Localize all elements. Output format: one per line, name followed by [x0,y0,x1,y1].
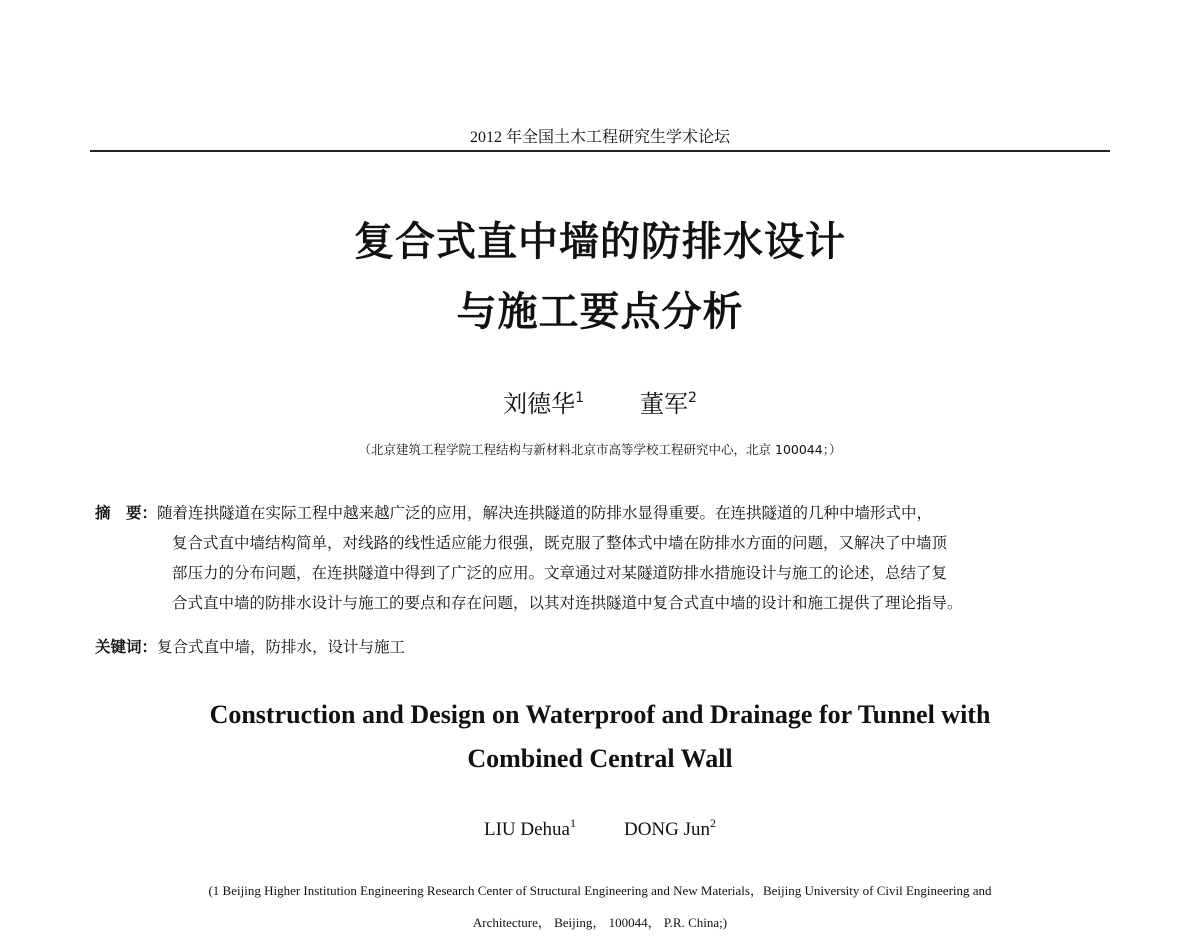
keywords-text: 复合式直中墙，防排水，设计与施工 [157,638,406,656]
chinese-title-line-1: 复合式直中墙的防排水设计 [354,219,846,265]
author-name: LIU Dehua [483,819,570,840]
chinese-title-line-2: 与施工要点分析 [456,289,744,335]
chinese-affiliation: （北京建筑工程学院工程结构与新材料北京市高等学校工程研究中心，北京 100044；） [358,442,842,457]
english-affiliation-line-1: (1 Beijing Higher Institution Engineering Research Center of Structural Engineering and New Materials，Beijing University of Civil Engineering and [208,883,992,898]
chinese-authors [0,384,1200,419]
english-title-line-1: Construction and Design on Waterproof and Drainage for Tunnel with [209,700,991,729]
english-title-line-2: Combined Central Wall [467,744,733,773]
header-rule [90,150,1110,152]
abstract-text: 合式直中墙的防排水设计与施工的要点和存在问题，以其对连拱隧道中复合式直中墙的设计和施工提供了理论指导。 [172,594,963,612]
keywords-line [95,632,1115,662]
author-affiliation-mark: 1 [569,816,576,830]
abstract-label: 摘 要： [95,504,158,522]
author-affiliation-mark: 1 [575,390,584,406]
abstract-text: 部压力的分布问题，在连拱隧道中得到了广泛的应用。文章通过对某隧道防排水措施设计与施工的论述，总结了复 [172,564,948,582]
author-affiliation-mark: 2 [710,816,717,830]
abstract-text: 随着连拱隧道在实际工程中越来越广泛的应用，解决连拱隧道的防排水显得重要。在连拱隧道的几种中墙形式中， [157,504,933,522]
abstract-text: 复合式直中墙结构简单，对线路的线性适应能力很强，既克服了整体式中墙在防排水方面的问题，又解决了中墙顶 [172,534,948,552]
author-name: 刘德华 [503,390,576,418]
english-affiliation-line-2: Architecture， Beijing， 100044， P.R. China;) [472,915,728,930]
running-head: 2012 年全国土木工程研究生学术论坛 [469,129,730,146]
english-authors [0,816,1200,841]
author-name: DONG Jun [623,819,711,840]
keywords-label: 关键词： [95,638,158,656]
abstract-first-line [95,498,1115,528]
author-affiliation-mark: 2 [688,390,697,406]
author-name: 董军 [640,390,688,418]
